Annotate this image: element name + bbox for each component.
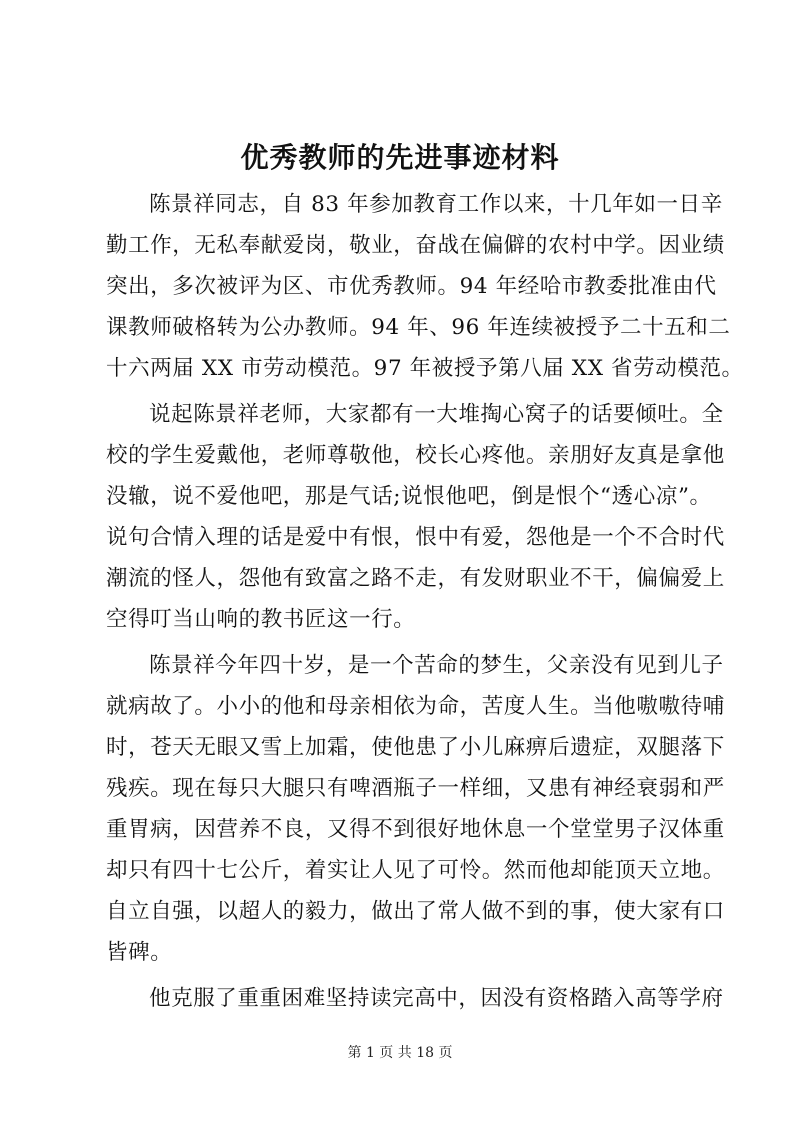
paragraph-4 (106, 978, 724, 1019)
text-line: 十六两届 XX 市劳动模范。97 年被授予第八届 XX 省劳动模范。 (106, 356, 744, 381)
text-line: 空得叮当山响的教书匠这一行。 (106, 607, 416, 632)
text-line: 校的学生爱戴他，老师尊敬他，校长心疼他。亲朋好友真是拿他 (106, 443, 725, 468)
text-line: 时，苍天无眼又雪上加霜，使他患了小儿麻痹后遗症，双腿落下 (106, 735, 725, 760)
text-line: 勤工作，无私奉献爱岗，敬业，奋战在偏僻的农村中学。因业绩 (106, 233, 725, 258)
page-footer: 第 1 页 共 18 页 (347, 1045, 453, 1061)
paragraph-3 (106, 645, 725, 973)
text-line: 自立自强，以超人的毅力，做出了常人做不到的事，使大家有口 (106, 899, 725, 924)
text-line: 陈景祥今年四十岁，是一个苦命的梦生，父亲没有见到儿子 (149, 653, 724, 678)
text-line: 就病故了。小小的他和母亲相依为命，苦度人生。当他嗷嗷待哺 (106, 694, 725, 719)
text-line: 却只有四十七公斤，着实让人见了可怜。然而他却能顶天立地。 (106, 858, 725, 883)
paragraph-2 (106, 394, 725, 640)
text-line: 重胃病，因营养不良，又得不到很好地休息一个堂堂男子汉体重 (106, 817, 725, 842)
document-title: 优秀教师的先进事迹材料 (240, 141, 560, 174)
text-line: 残疾。现在每只大腿只有啤酒瓶子一样细，又患有神经衰弱和严 (106, 776, 725, 801)
text-line: 说句合情入理的话是爱中有恨，恨中有爱，怨他是一个不合时代 (106, 525, 725, 550)
text-line: 他克服了重重困难坚持读完高中，因没有资格踏入高等学府 (149, 986, 724, 1011)
text-line: 潮流的怪人，怨他有致富之路不走，有发财职业不干，偏偏爱上 (106, 566, 725, 591)
text-line: 说起陈景祥老师，大家都有一大堆掏心窝子的话要倾吐。全 (149, 402, 724, 427)
paragraph-1 (106, 184, 744, 389)
text-line: 课教师破格转为公办教师。94 年、96 年连续被授予二十五和二 (106, 315, 731, 340)
document-body (106, 184, 744, 1019)
text-line: 皆碑。 (106, 940, 173, 965)
text-line: 陈景祥同志，自 83 年参加教育工作以来，十几年如一日辛 (149, 192, 723, 217)
text-line: 没辙，说不爱他吧，那是气话;说恨他吧，倒是恨个“透心凉”。 (106, 484, 712, 509)
text-line: 突出，多次被评为区、市优秀教师。94 年经哈市教委批准由代 (106, 274, 717, 299)
